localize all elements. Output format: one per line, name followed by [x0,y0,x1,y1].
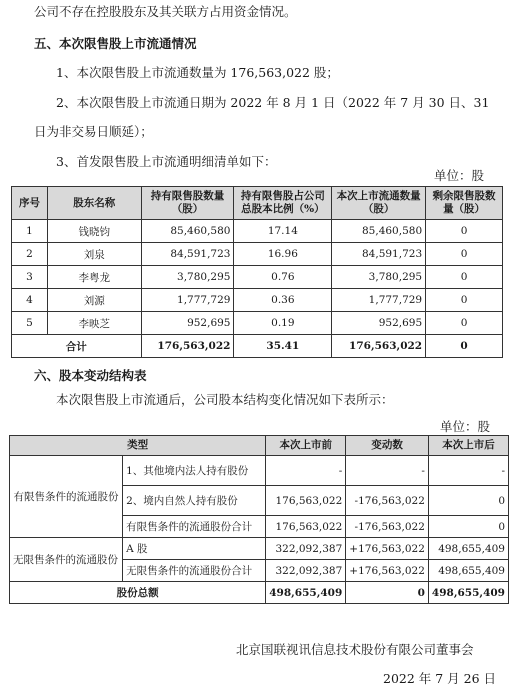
table-total-row [10,582,509,604]
cell: 498,655,409 [428,582,508,604]
cell: 0 [426,335,503,358]
cell: 176,563,022 [141,335,234,358]
col-header: 变动数 [346,436,429,456]
col-header: 持有限售股数量（股） [141,187,234,220]
section5-item1: 1、本次限售股上市流通数量为 176,563,022 股； [56,65,339,80]
cell: 3 [12,266,48,289]
cell: 16.96 [234,243,332,266]
section5-title: 五、本次限售股上市流通情况 [34,36,197,51]
cell: 0 [346,582,429,604]
cell: 4 [12,289,48,312]
cell: 84,591,723 [332,243,426,266]
cell: 0.76 [234,266,332,289]
cell: 3,780,295 [332,266,426,289]
table-header-row [12,187,503,220]
cell: 0 [428,486,508,516]
cell: 2 [12,243,48,266]
table1-unit: 单位：股 [434,168,485,183]
cell: 2、境内自然人持有股份 [123,486,266,516]
cell: 498,655,409 [266,582,346,604]
cell: -176,563,022 [346,486,429,516]
cell: 85,460,580 [141,220,234,243]
cell: 498,655,409 [428,560,508,582]
cell: 1、其他境内法人持有股份 [123,456,266,486]
cell: 5 [12,312,48,335]
col-header: 剩余限售股数量（股） [426,187,503,220]
cell: 0 [426,266,503,289]
col-header: 本次上市后 [428,436,508,456]
col-header: 序号 [12,187,48,220]
cell: +176,563,022 [346,560,429,582]
cell: - [346,456,429,486]
group-label: 有限售条件的流通股份 [10,456,123,538]
section6-title: 六、股本变动结构表 [34,368,147,383]
table2-unit: 单位：股 [440,419,491,434]
cell: 0.36 [234,289,332,312]
cell: 17.14 [234,220,332,243]
cell: 钱晓钧 [47,220,141,243]
cell: 176,563,022 [266,486,346,516]
table-row [10,538,509,560]
cell: 0 [426,289,503,312]
table-row [12,243,503,266]
cell: 0 [426,312,503,335]
cell: 176,563,022 [266,516,346,538]
total-label: 合计 [12,335,142,358]
share-structure-table [9,435,509,604]
cell: +176,563,022 [346,538,429,560]
cell: 322,092,387 [266,560,346,582]
section5-item2: 2、本次限售股上市流通日期为 2022 年 8 月 1 日（2022 年 7 月 30 日、31 [56,95,490,110]
cell: A 股 [123,538,266,560]
cell: 0 [426,220,503,243]
cell: 0 [428,516,508,538]
table-row [10,456,509,486]
cell: 无限售条件的流通股份合计 [123,560,266,582]
col-header: 本次上市流通数量（股） [332,187,426,220]
table-row [12,289,503,312]
group-label: 无限售条件的流通股份 [10,538,123,582]
table-row [12,312,503,335]
section6-desc: 本次限售股上市流通后，公司股本结构变化情况如下表所示： [56,392,394,407]
cell: 498,655,409 [428,538,508,560]
cell: - [266,456,346,486]
cell: 84,591,723 [141,243,234,266]
section5-item3: 3、首发限售股上市流通明细清单如下： [56,154,277,169]
col-header: 类型 [10,436,266,456]
cell: 1,777,729 [332,289,426,312]
cell: 刘泉 [47,243,141,266]
cell: 322,092,387 [266,538,346,560]
cell: 1 [12,220,48,243]
cell: 有限售条件的流通股份合计 [123,516,266,538]
cell: 176,563,022 [332,335,426,358]
cell: 李粤龙 [47,266,141,289]
cell: 85,460,580 [332,220,426,243]
cell: 952,695 [141,312,234,335]
total-label: 股份总额 [10,582,266,604]
signature-date: 2022 年 7 月 26 日 [383,671,497,686]
cell: 0.19 [234,312,332,335]
signature-company: 北京国联视讯信息技术股份有限公司董事会 [236,642,474,657]
cell: 1,777,729 [141,289,234,312]
cell: -176,563,022 [346,516,429,538]
col-header: 股东名称 [47,187,141,220]
table-row [12,266,503,289]
table-total-row [12,335,503,358]
section5-item2-cont: 日为非交易日顺延）； [34,124,153,139]
col-header: 本次上市前 [266,436,346,456]
cell: 35.41 [234,335,332,358]
table-row [12,220,503,243]
cell: - [428,456,508,486]
cell: 刘源 [47,289,141,312]
table-header-row [10,436,509,456]
col-header: 持有限售股占公司总股本比例（%） [234,187,332,220]
share-release-table [11,186,503,358]
intro-line: 公司不存在控股股东及其关联方占用资金情况。 [34,4,297,19]
cell: 3,780,295 [141,266,234,289]
cell: 0 [426,243,503,266]
cell: 李映芝 [47,312,141,335]
cell: 952,695 [332,312,426,335]
